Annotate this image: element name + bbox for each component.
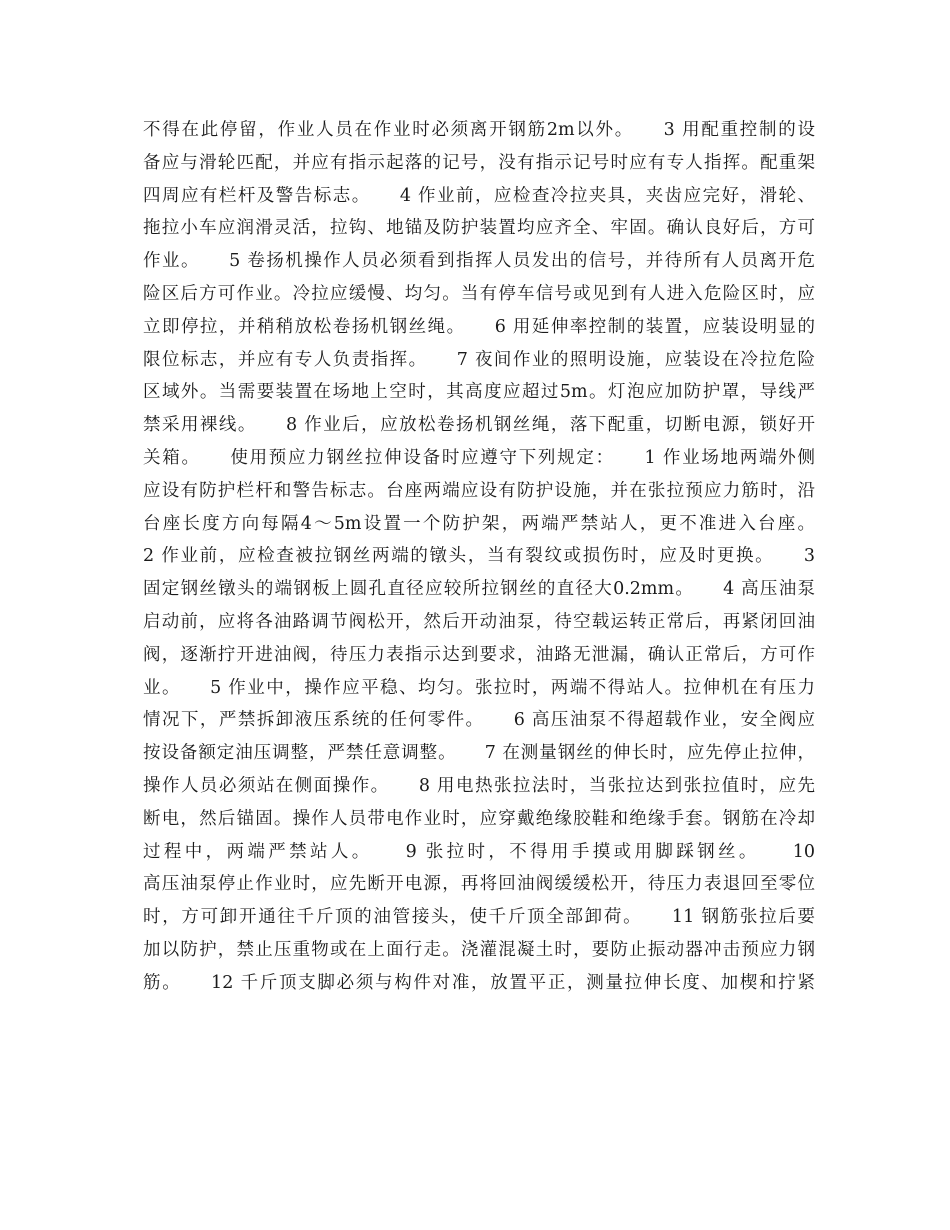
text-line: 启动前，应将各油路调节阀松开，然后开动油泵，待空载运转正常后，再紧闭回油 [143,611,815,632]
text-line: 筋。 12 千斤顶支脚必须与构件对准，放置平正，测量拉伸长度、加楔和拧紧 [143,972,815,993]
text-line: 情况下，严禁拆卸液压系统的任何零件。 6 高压油泵不得超载作业，安全阀应 [143,710,815,731]
text-line: 关箱。 使用预应力钢丝拉伸设备时应遵守下列规定： 1 作业场地两端外侧 [143,447,815,468]
text-line: 险区后方可作业。冷拉应缓慢、均匀。当有停车信号或见到有人进入危险区时，应 [143,283,815,304]
text-line: 2 作业前，应检查被拉钢丝两端的镦头，当有裂纹或损伤时，应及时更换。 3 [143,546,815,567]
text-line: 作业。 5 卷扬机操作人员必须看到指挥人员发出的信号，并待所有人员离开危 [143,251,815,272]
text-line: 过程中，两端严禁站人。 9 张拉时，不得用手摸或用脚踩钢丝。 10 [143,841,815,862]
text-line: 高压油泵停止作业时，应先断开电源，再将回油阀缓缓松开，待压力表退回至零位 [143,874,815,895]
text-line: 加以防护，禁止压重物或在上面行走。浇灌混凝土时，要防止振动器冲击预应力钢 [143,939,815,960]
text-line: 应设有防护栏杆和警告标志。台座两端应设有防护设施，并在张拉预应力筋时，沿 [143,480,815,501]
text-line: 限位标志，并应有专人负责指挥。 7 夜间作业的照明设施，应装设在冷拉危险 [143,349,815,370]
text-line: 禁采用裸线。 8 作业后，应放松卷扬机钢丝绳，落下配重，切断电源，锁好开 [143,415,815,436]
text-line: 不得在此停留，作业人员在作业时必须离开钢筋2m以外。 3 用配重控制的设 [143,120,815,140]
text-line: 区域外。当需要装置在场地上空时，其高度应超过5m。灯泡应加防护罩，导线严 [143,382,815,403]
text-line: 拖拉小车应润滑灵活，拉钩、地锚及防护装置均应齐全、牢固。确认良好后，方可 [143,218,815,239]
text-line: 台座长度方向每隔4～5m设置一个防护架，两端严禁站人，更不准进入台座。 [143,513,815,534]
text-line: 备应与滑轮匹配，并应有指示起落的记号，没有指示记号时应有专人指挥。配重架 [143,152,815,173]
text-line: 阀，逐渐拧开进油阀，待压力表指示达到要求，油路无泄漏，确认正常后，方可作 [143,644,815,665]
body-text [143,114,815,1000]
text-line: 业。 5 作业中，操作应平稳、均匀。张拉时，两端不得站人。拉伸机在有压力 [143,677,815,698]
text-line: 时，方可卸开通往千斤顶的油管接头，使千斤顶全部卸荷。 11 钢筋张拉后要 [143,907,815,928]
text-line: 操作人员必须站在侧面操作。 8 用电热张拉法时，当张拉达到张拉值时，应先 [143,775,815,796]
text-line: 固定钢丝镦头的端钢板上圆孔直径应较所拉钢丝的直径大0.2mm。 4 高压油泵 [143,579,815,600]
text-line: 断电，然后锚固。操作人员带电作业时，应穿戴绝缘胶鞋和绝缘手套。钢筋在冷却 [143,808,815,829]
text-line: 立即停拉，并稍稍放松卷扬机钢丝绳。 6 用延伸率控制的装置，应装设明显的 [143,316,815,337]
text-line: 按设备额定油压调整，严禁任意调整。 7 在测量钢丝的伸长时，应先停止拉伸， [143,743,815,764]
text-line: 四周应有栏杆及警告标志。 4 作业前，应检查冷拉夹具，夹齿应完好，滑轮、 [143,185,815,206]
